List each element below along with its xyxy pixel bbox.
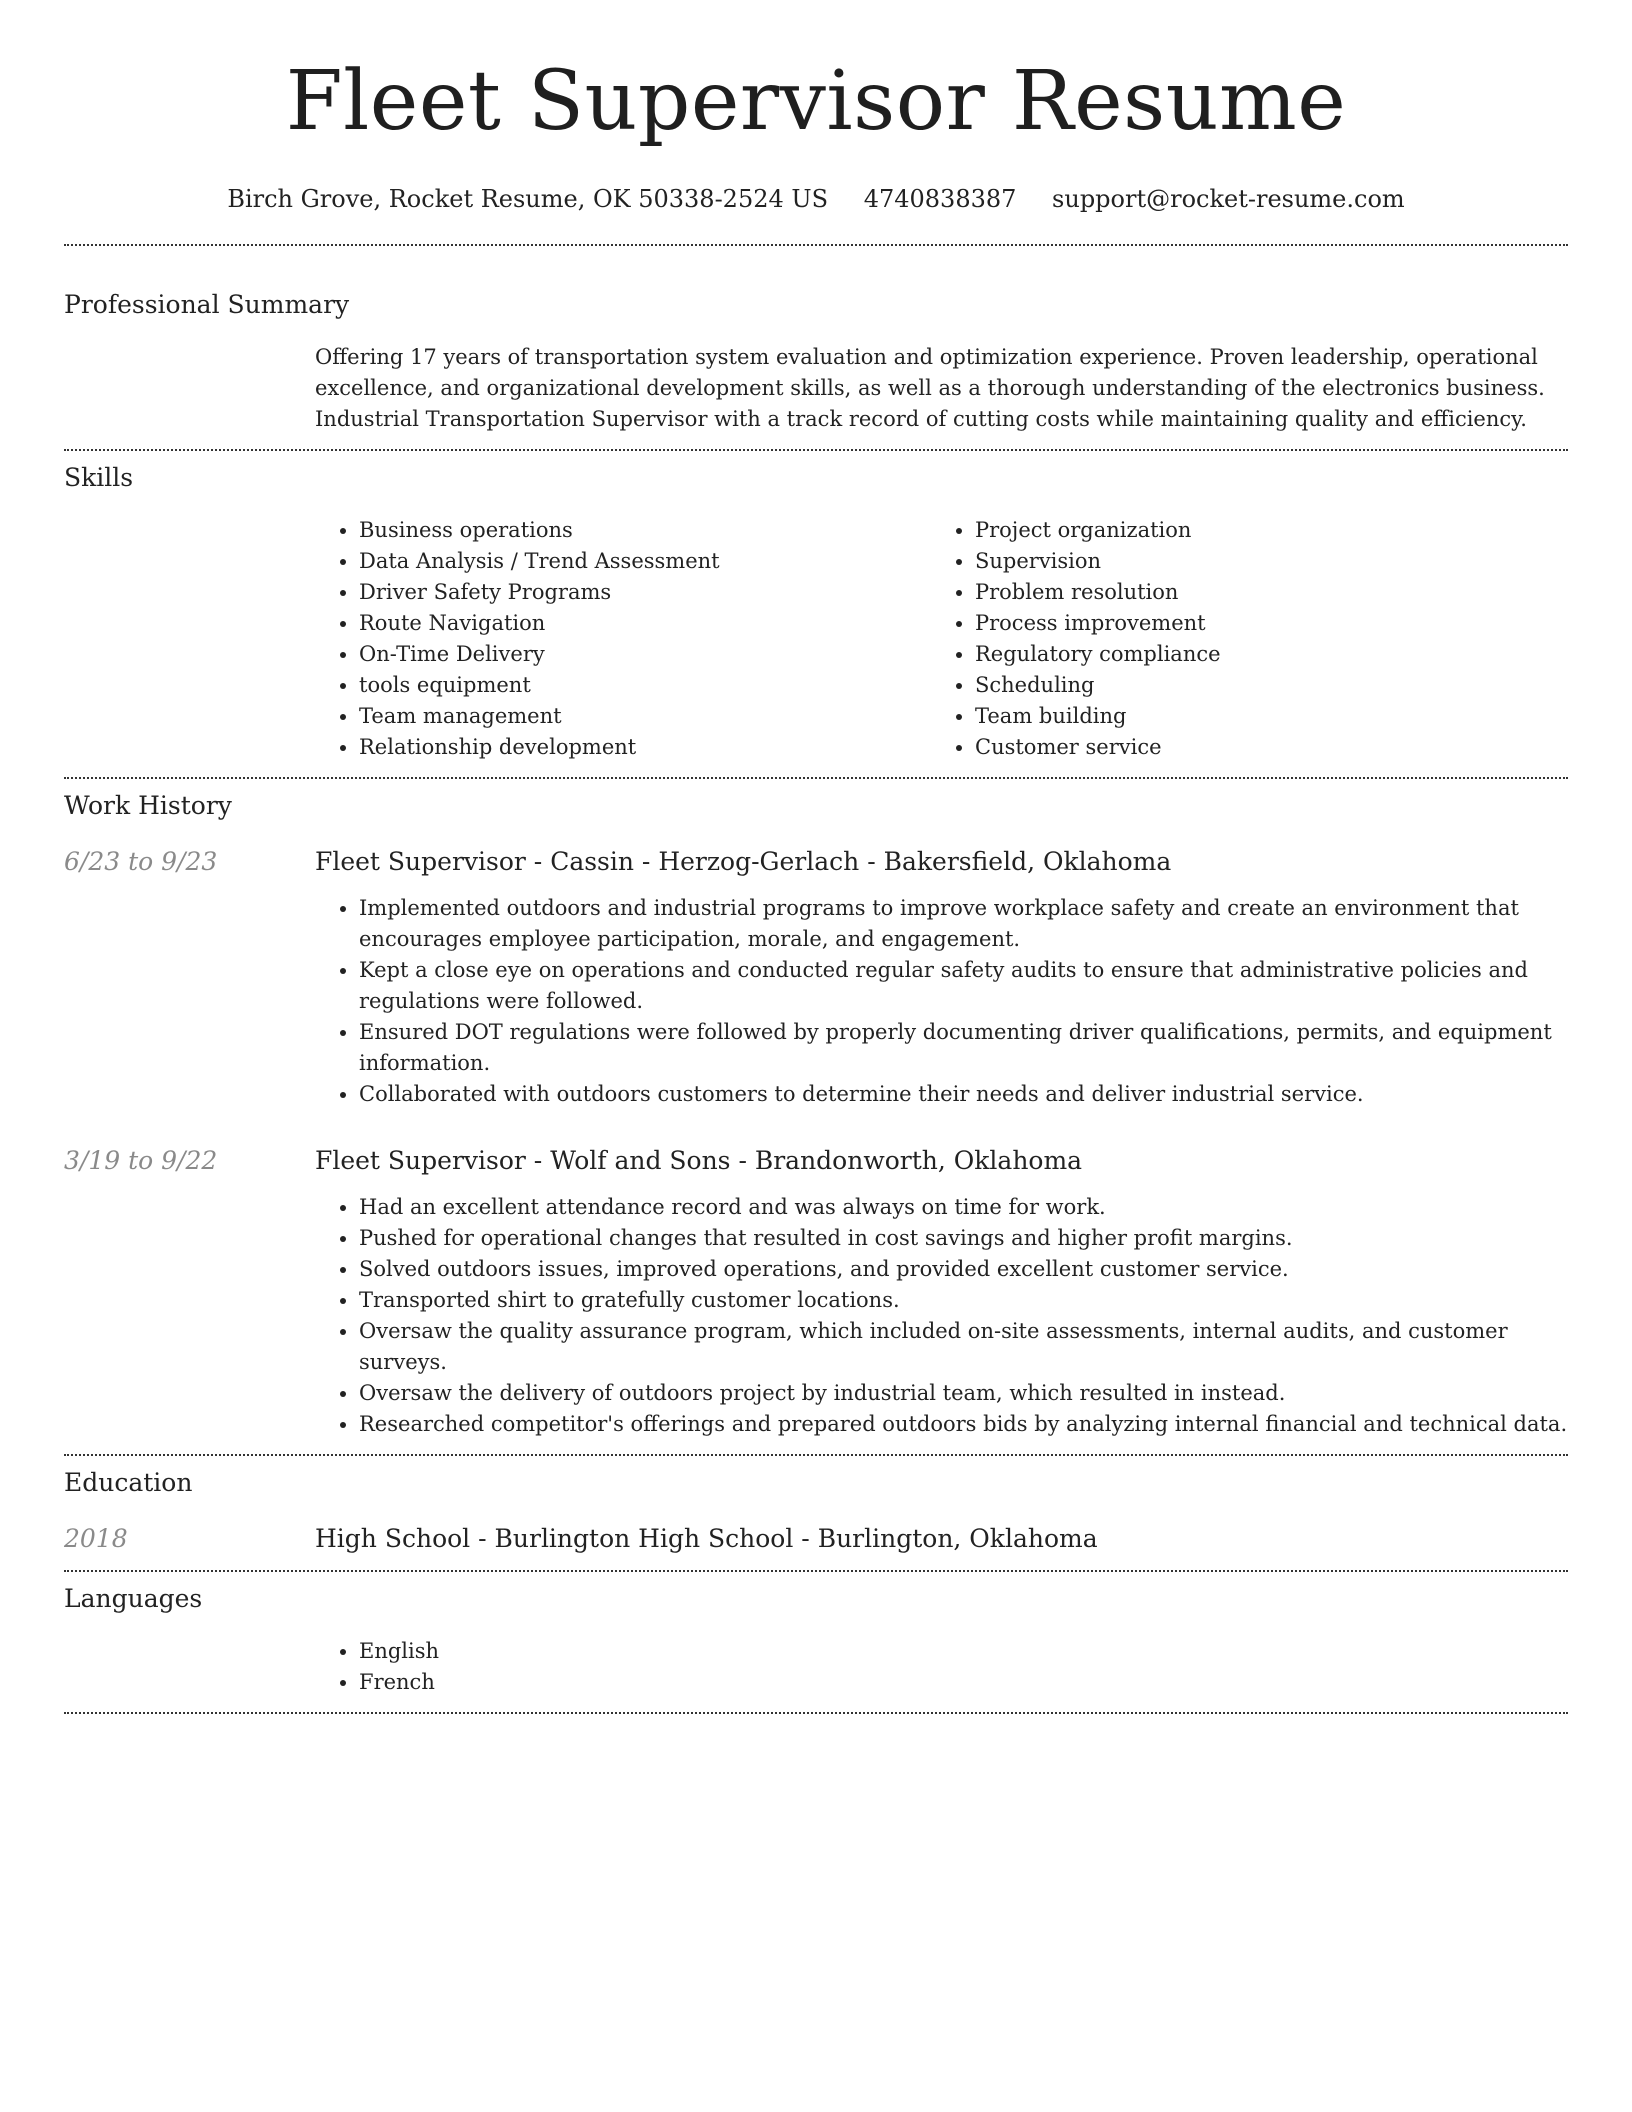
skills-section bbox=[64, 451, 1568, 777]
section-heading-summary: Professional Summary bbox=[64, 290, 350, 319]
section-heading-education: Education bbox=[64, 1468, 193, 1497]
job-bullets bbox=[315, 893, 1568, 1110]
job-header bbox=[64, 845, 1568, 879]
skill-item: • Customer service bbox=[975, 732, 1547, 763]
skill-item: • Supervision bbox=[975, 546, 1547, 577]
job-title: Fleet Supervisor - Cassin - Herzog-Gerlach - Bakersfield, Oklahoma bbox=[315, 847, 1172, 876]
contact-line bbox=[64, 182, 1568, 216]
skill-item: • Route Navigation bbox=[359, 608, 931, 639]
skill-item: • Data Analysis / Trend Assessment bbox=[359, 546, 931, 577]
job-bullet: • Collaborated with outdoors customers to determine their needs and deliver industrial service. bbox=[359, 1079, 1568, 1110]
skill-item: • Relationship development bbox=[359, 732, 931, 763]
contact-email: support@rocket-resume.com bbox=[1052, 185, 1405, 213]
language-item: • French bbox=[359, 1667, 1568, 1698]
skill-item: • Team management bbox=[359, 701, 931, 732]
section-divider bbox=[64, 1712, 1568, 1714]
resume-header bbox=[64, 0, 1568, 216]
job-entry bbox=[64, 845, 1568, 1110]
skills-grid bbox=[315, 515, 1568, 763]
job-bullet: • Researched competitor's offerings and prepared outdoors bids by analyzing internal financial and technical data. bbox=[359, 1409, 1568, 1440]
job-bullet: • Implemented outdoors and industrial programs to improve workplace safety and create an environment that encourages employee participation, morale, and engagement. bbox=[359, 893, 1568, 955]
section-heading-languages: Languages bbox=[64, 1584, 203, 1613]
job-bullet: • Oversaw the quality assurance program, which included on-site assessments, internal audits, and customer surveys. bbox=[359, 1316, 1568, 1378]
skill-item: • Scheduling bbox=[975, 670, 1547, 701]
skill-item: • On-Time Delivery bbox=[359, 639, 931, 670]
languages-list bbox=[315, 1636, 1568, 1698]
skills-list-right bbox=[931, 515, 1547, 763]
contact-address: Birch Grove, Rocket Resume, OK 50338-2524 US bbox=[227, 185, 829, 213]
job-bullet: • Kept a close eye on operations and conducted regular safety audits to ensure that administrative policies and regulations were followed. bbox=[359, 955, 1568, 1017]
job-dates: 3/19 to 9/22 bbox=[64, 1146, 218, 1175]
skill-item: • Business operations bbox=[359, 515, 931, 546]
education-section bbox=[64, 1456, 1568, 1570]
education-year: 2018 bbox=[64, 1524, 128, 1553]
resume-title: Fleet Supervisor Resume bbox=[285, 54, 1347, 149]
work-history-section bbox=[64, 779, 1568, 1454]
job-bullet: • Solved outdoors issues, improved operations, and provided excellent customer service. bbox=[359, 1254, 1568, 1285]
job-entry bbox=[64, 1144, 1568, 1440]
job-bullet: • Had an excellent attendance record and was always on time for work. bbox=[359, 1192, 1568, 1223]
skills-list-left bbox=[315, 515, 931, 763]
job-dates: 6/23 to 9/23 bbox=[64, 847, 218, 876]
job-bullet: • Ensured DOT regulations were followed by properly documenting driver qualifications, permits, and equipment information. bbox=[359, 1017, 1568, 1079]
education-entry bbox=[64, 1522, 1568, 1556]
summary-text: Offering 17 years of transportation system evaluation and optimization experience. Proven leadership, operational excellence, and organizational development skills, as well as a thorough understanding of the electronics business. Industrial Transportation Supervisor with a track record of cutting costs while maintaining quality and efficiency. bbox=[315, 345, 1545, 431]
education-title: High School - Burlington High School - Burlington, Oklahoma bbox=[315, 1524, 1098, 1553]
language-item: • English bbox=[359, 1636, 1568, 1667]
skill-item: • tools equipment bbox=[359, 670, 931, 701]
skill-item: • Regulatory compliance bbox=[975, 639, 1547, 670]
job-bullets bbox=[315, 1192, 1568, 1440]
job-bullet: • Transported shirt to gratefully customer locations. bbox=[359, 1285, 1568, 1316]
section-heading-work: Work History bbox=[64, 791, 232, 820]
section-heading-skills: Skills bbox=[64, 463, 134, 492]
job-title: Fleet Supervisor - Wolf and Sons - Brandonworth, Oklahoma bbox=[315, 1146, 1083, 1175]
contact-phone: 4740838387 bbox=[863, 185, 1017, 213]
professional-summary-section bbox=[64, 246, 1568, 449]
skill-item: • Project organization bbox=[975, 515, 1547, 546]
skill-item: • Problem resolution bbox=[975, 577, 1547, 608]
skill-item: • Team building bbox=[975, 701, 1547, 732]
job-bullet: • Pushed for operational changes that resulted in cost savings and higher profit margins. bbox=[359, 1223, 1568, 1254]
job-bullet: • Oversaw the delivery of outdoors project by industrial team, which resulted in instead. bbox=[359, 1378, 1568, 1409]
languages-section bbox=[64, 1572, 1568, 1712]
skill-item: • Driver Safety Programs bbox=[359, 577, 931, 608]
job-header bbox=[64, 1144, 1568, 1178]
skill-item: • Process improvement bbox=[975, 608, 1547, 639]
